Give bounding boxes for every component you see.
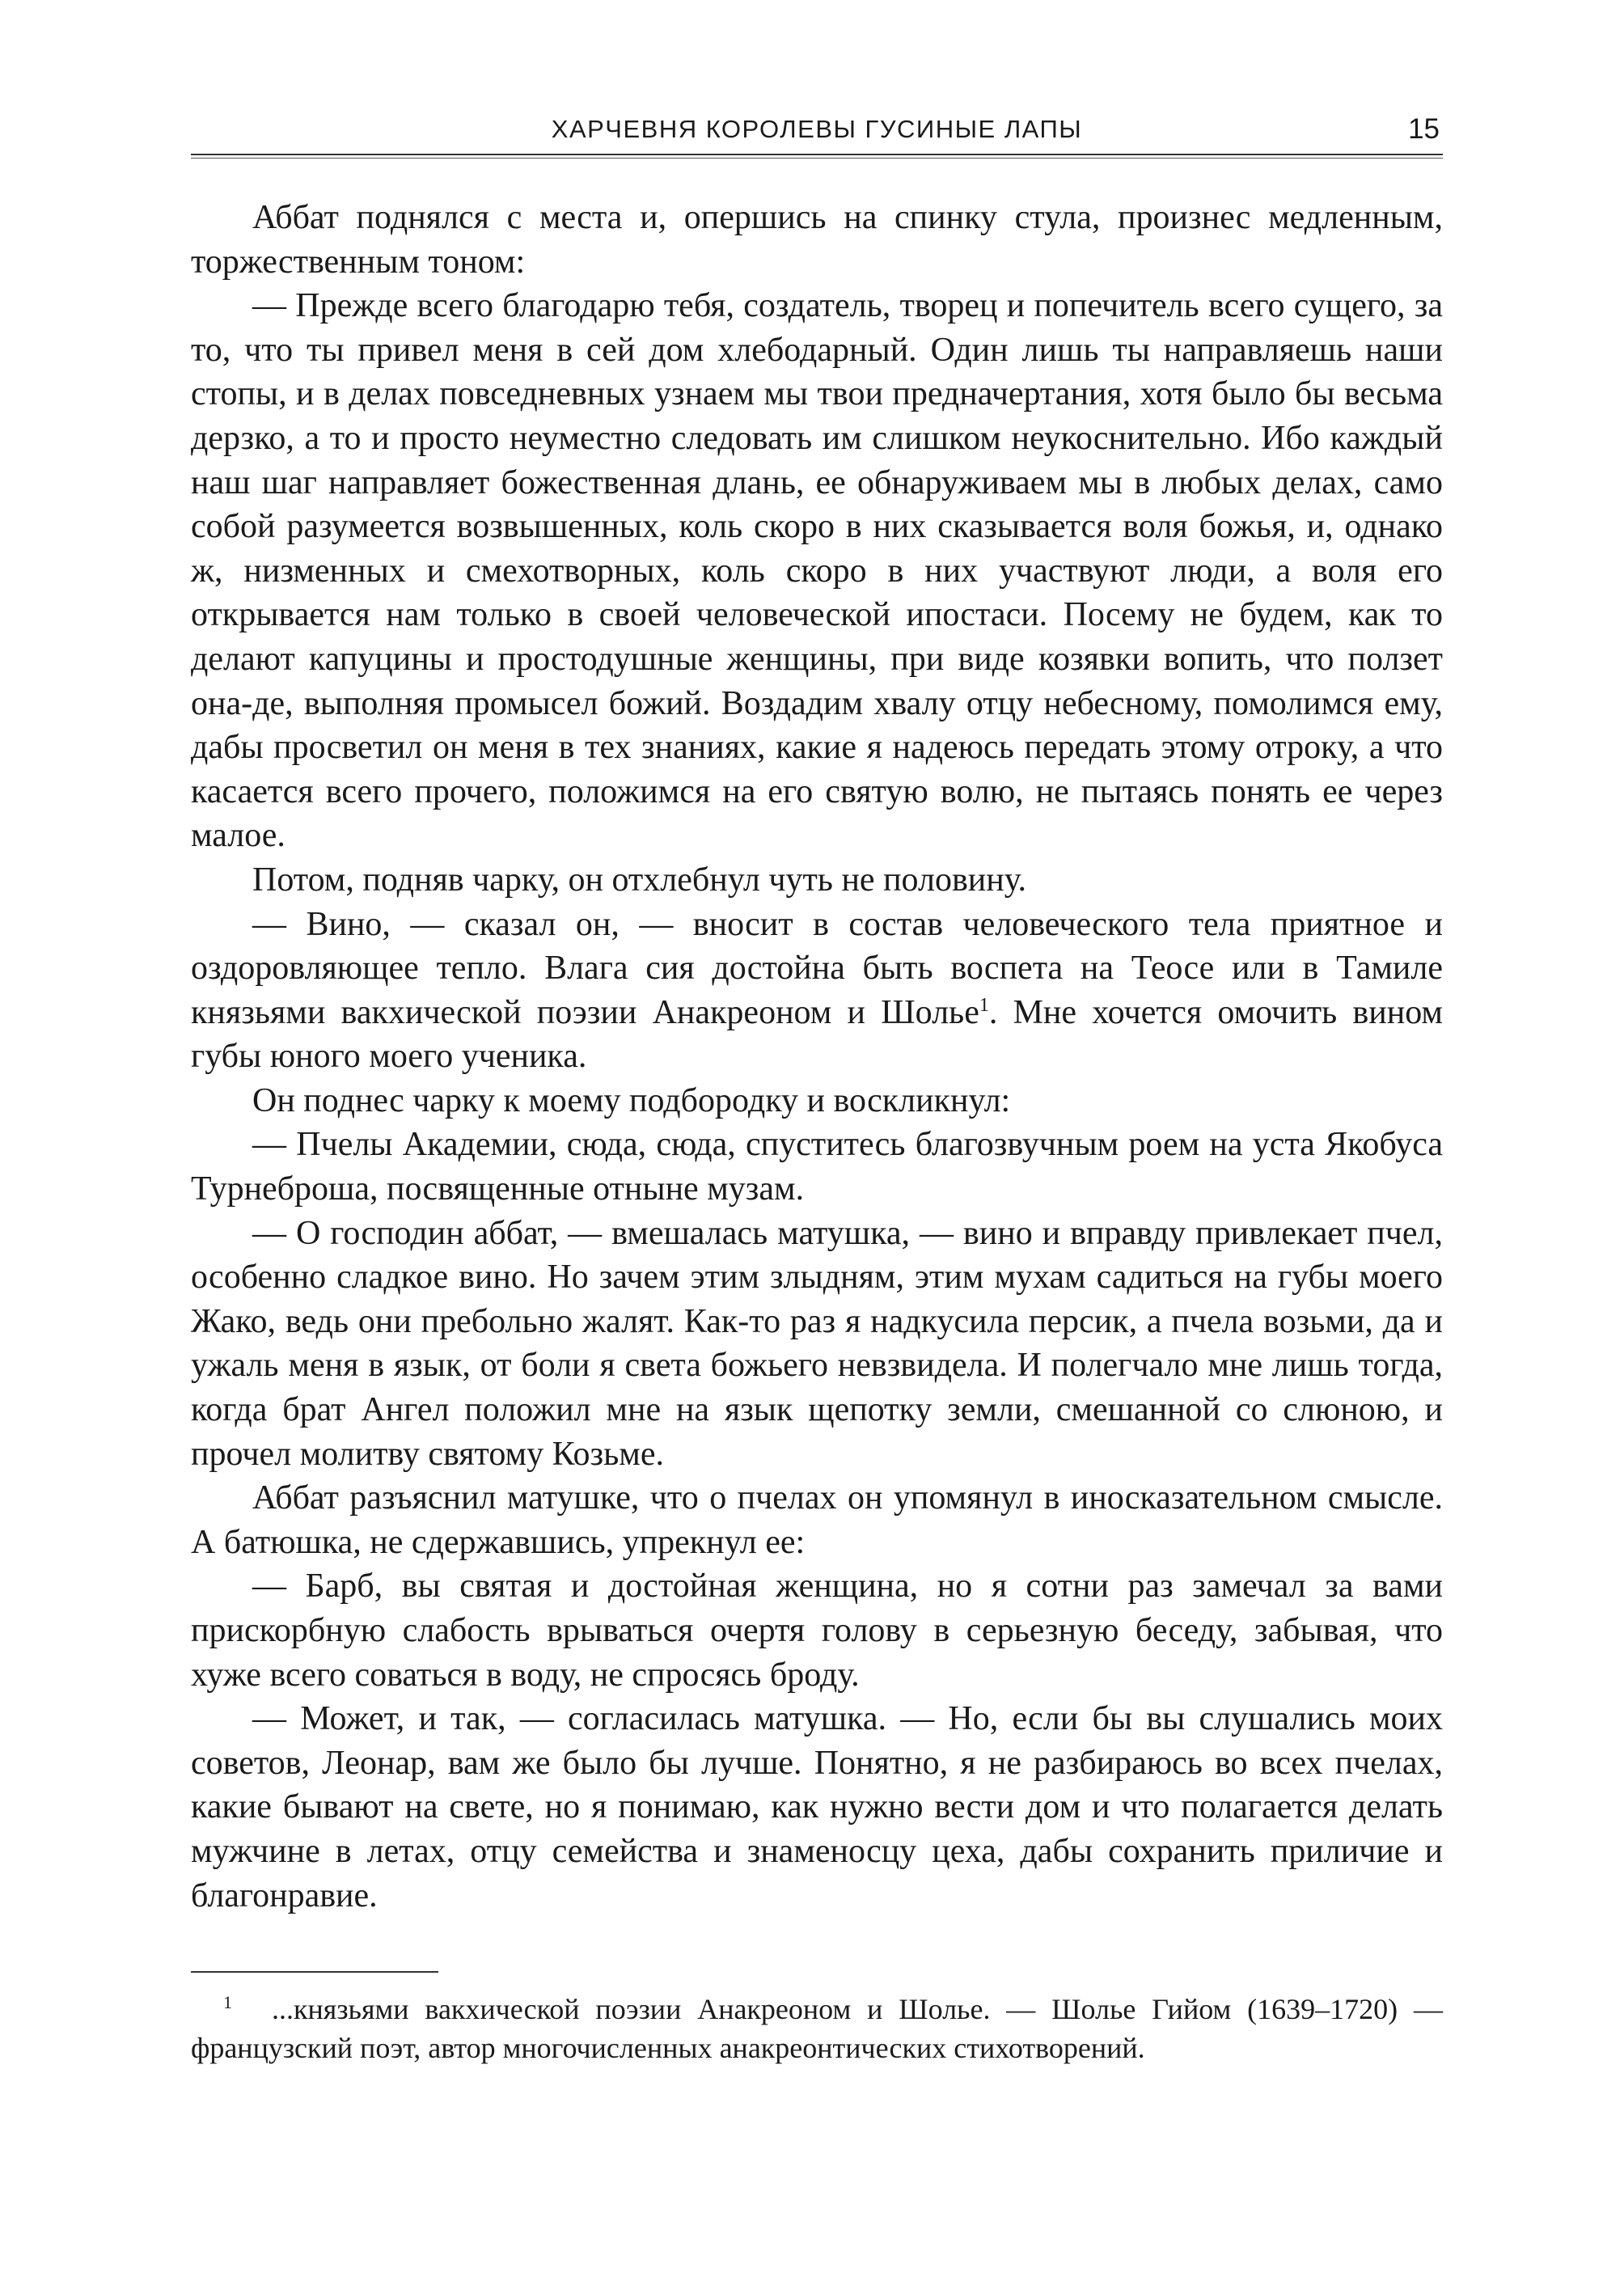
paragraph: — Пчелы Академии, сюда, сюда, спуститесь благозвучным роем на уста Якобуса Турнеброша, посвященные отныне музам. bbox=[191, 1126, 1443, 1208]
running-head bbox=[191, 113, 1443, 150]
paragraph-part: . Мне хочется омочить вином губы юного моего ученика. bbox=[191, 993, 1443, 1076]
paragraph: Аббат поднялся с места и, опершись на спинку стула, произнес медленным, торжественным тоном: bbox=[191, 199, 1443, 281]
main-text bbox=[191, 196, 1443, 1918]
paragraph-part: — Вино, — сказал он, — вносит в состав человеческого тела приятное и оздоровляющее тепло. Влага сия достойна быть воспета на Теосе или в Тамиле князьями вакхической поэзии Анакреоном и Шолье bbox=[191, 905, 1443, 1031]
page-number: 15 bbox=[1408, 113, 1440, 145]
footnote-reference[interactable]: 1 bbox=[979, 994, 989, 1016]
footnote-separator bbox=[191, 1971, 438, 1973]
paragraph-with-footnote bbox=[191, 903, 1443, 1079]
header-rule-thin bbox=[191, 158, 1443, 159]
footnote-text: ...князьями вакхической поэзии Анакреоном и Шолье. — Шолье Гийом (1639–1720) — французский поэт, автор многочисленных анакреонтических стихотворений. bbox=[191, 1993, 1443, 2064]
paragraph: Аббат разъяснил матушке, что о пчелах он упомянул в иносказательном смысле. А батюшка, не сдержавшись, упрекнул ее: bbox=[191, 1479, 1443, 1561]
paragraph: — Барб, вы святая и достойная женщина, но я сотни раз замечал за вами прискорбную слабость врываться очертя голову в серьезную беседу, забывая, что хуже всего соваться в воду, не спросясь броду. bbox=[191, 1567, 1443, 1694]
paragraph: — О господин аббат, — вмешалась матушка, — вино и вправду привлекает пчел, особенно сладкое вино. Но зачем этим злыдням, этим мухам садиться на губы моего Жако, ведь они пребольно жалят. Как-то раз я надкусила персик, а пчела возьми, да и ужаль меня в язык, от боли я света божьего невзвидела. И полегчало мне лишь тогда, когда брат Ангел положил мне на язык щепотку земли, смешанной со слюною, и прочел молитву святому Козьме. bbox=[191, 1214, 1443, 1473]
footnote: 1 ...князьями вакхической поэзии Анакреоном и Шолье. — Шолье Гийом (1639–1720) — французский поэт, автор многочисленных анакреонтических стихотворений. bbox=[191, 1992, 1443, 2064]
running-title: ХАРЧЕВНЯ КОРОЛЕВЫ ГУСИНЫЕ ЛАПЫ bbox=[551, 115, 1083, 143]
header-rule bbox=[191, 154, 1443, 155]
paragraph: — Прежде всего благодарю тебя, создатель, творец и попечитель всего сущего, за то, что ты привел меня в сей дом хлебодарный. Один лишь ты направляешь наши стопы, и в делах повседневных узнаем мы твои предначертания, хотя было бы весьма дерзко, а то и просто неуместно следовать им слишком неукоснительно. Ибо каждый наш шаг направляет божественная длань, ее обнаруживаем мы в любых делах, само собой разумеется возвышенных, коль скоро в них сказывается воля божья, и, однако ж, низменных и смехотворных, коль скоро в них участвуют люди, а воля его открывается нам только в своей человеческой ипостаси. Посему не будем, как то делают капуцины и простодушные женщины, при виде козявки вопить, что ползет она-де, выполняя промысел божий. Воздадим хвалу отцу небесному, помолимся ему, дабы просветил он меня в тех знаниях, какие я надеюсь передать этому отроку, а что касается всего прочего, положимся на его святую волю, не пытаясь понять ее через малое. bbox=[191, 287, 1443, 855]
paragraph: Он поднес чарку к моему подбородку и воскликнул: bbox=[252, 1081, 1011, 1119]
paragraph: Потом, подняв чарку, он отхлебнул чуть не половину. bbox=[252, 861, 1027, 899]
paragraph: — Может, и так, — согласилась матушка. — Но, если бы вы слушались моих советов, Леонар, вам же было бы лучше. Понятно, я не разбираюсь во всех пчелах, какие бывают на свете, но я понимаю, как нужно вести дом и что полагается делать мужчине в летах, отцу семейства и знаменосцу цеха, дабы сохранить приличие и благонравие. bbox=[191, 1700, 1443, 1914]
